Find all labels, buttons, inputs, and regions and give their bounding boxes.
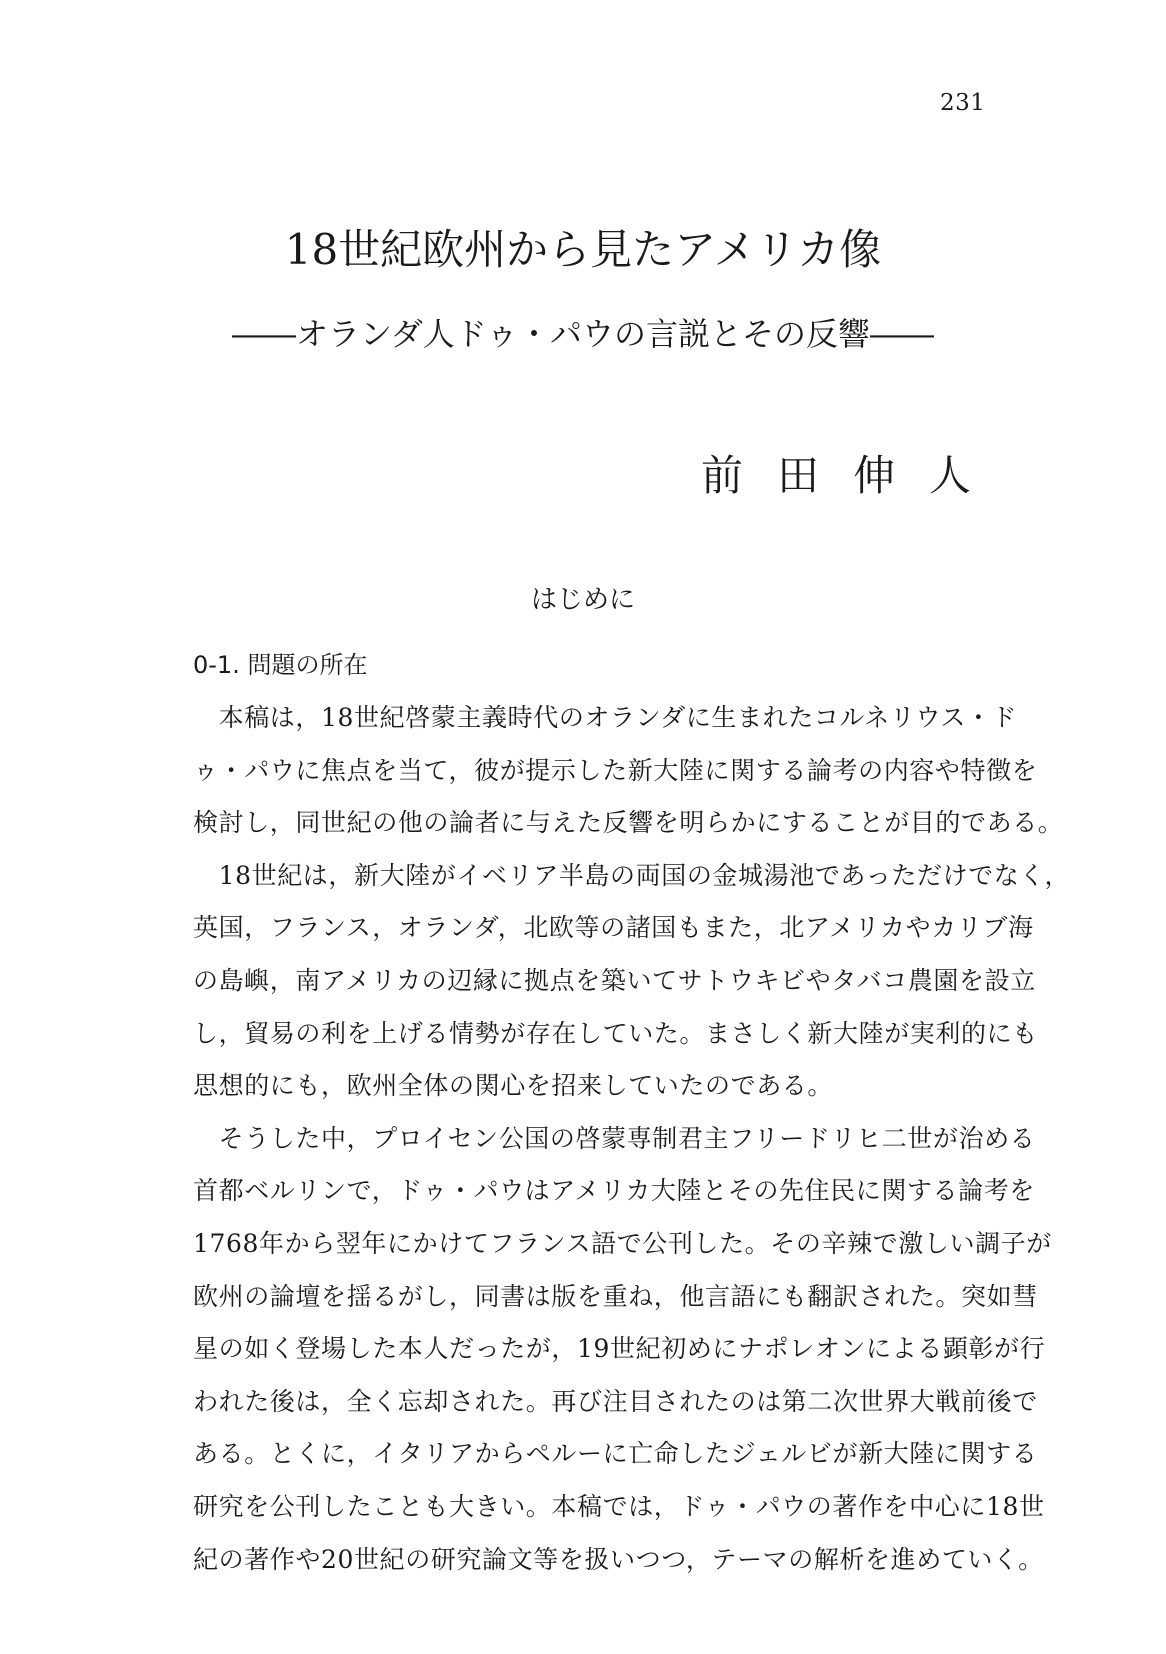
section-heading: はじめに — [530, 585, 635, 615]
author-name: 前田伸人 — [700, 451, 1005, 500]
text-line: 思想的にも，欧州全体の関心を招来していたのである。 — [193, 1071, 834, 1101]
paragraph-3 — [193, 1113, 1052, 1586]
text-line: 本稿は，18世紀啓蒙主義時代のオランダに生まれたコルネリウス・ド — [193, 703, 1018, 732]
text-line: 欧州の論壇を揺るがし，同書は版を重ね，他言語にも翻訳された。突如彗 — [193, 1281, 1038, 1311]
text-line: 首都ベルリンで，ドゥ・パウはアメリカ大陸とその先住民に関する論考を — [193, 1176, 1035, 1206]
text-line: われた後は，全く忘却された。再び注目されたのは第二次世界大戦前後で — [193, 1386, 1038, 1416]
text-line: 研究を公刊したことも大きい。本稿では，ドゥ・パウの著作を中心に18世 — [193, 1491, 1045, 1521]
body-text — [193, 692, 1071, 1586]
page-number: 231 — [940, 90, 986, 116]
text-line: 1768年から翌年にかけてフランス語で公刊した。その辛辣で激しい調子が — [193, 1228, 1052, 1258]
text-line: ゥ・パウに焦点を当て，彼が提示した新大陸に関する論考の内容や特徴を — [193, 755, 1038, 785]
text-line: 紀の著作や20世紀の研究論文等を扱いつつ，テーマの解析を進めていく。 — [193, 1544, 1044, 1574]
text-line: の島嶼，南アメリカの辺縁に拠点を築いてサトウキビやタバコ農園を設立 — [193, 965, 1036, 995]
paragraph-1 — [193, 692, 1064, 850]
text-line: 検討し，同世紀の他の論者に与えた反響を明らかにすることが目的である。 — [193, 808, 1064, 838]
paper-subtitle: ――オランダ人ドゥ・パウの言説とその反響―― — [232, 315, 934, 353]
subsection-heading: 0-1. 問題の所在 — [193, 651, 368, 679]
paragraph-2 — [193, 850, 1071, 1113]
paper-title: 18世紀欧州から見たアメリカ像 — [284, 225, 882, 274]
text-line: 英国，フランス，オランダ，北欧等の諸国もまた，北アメリカやカリブ海 — [193, 913, 1034, 943]
text-line: 18世紀は，新大陸がイベリア半島の両国の金城湯池であっただけでなく， — [193, 860, 1071, 890]
text-line: ある。とくに，イタリアからペルーに亡命したジェルビが新大陸に関する — [193, 1439, 1038, 1469]
text-line: 星の如く登場した本人だったが，19世紀初めにナポレオンによる顕彰が行 — [193, 1334, 1046, 1364]
text-line: そうした中，プロイセン公国の啓蒙専制君主フリードリヒ二世が治める — [193, 1123, 1036, 1153]
text-line: し，貿易の利を上げる情勢が存在していた。まさしく新大陸が実利的にも — [193, 1018, 1038, 1048]
